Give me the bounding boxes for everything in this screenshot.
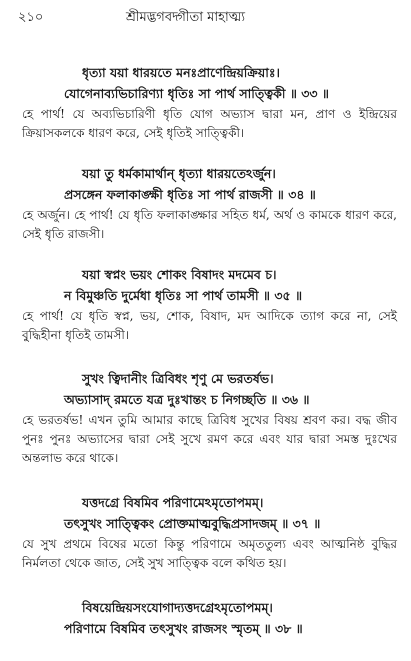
verse-33 [0,62,411,143]
verse-35 [0,264,411,345]
sloka-line-1: যয়া তু ধর্মকামার্থান্ ধৃত্যা ধারয়তেঽর্জুন। [82,166,276,181]
verse-37 [0,492,411,573]
translation: হে অর্জুন। হে পার্থ! যে ধৃতি ফলাকাঙ্ক্ষার সহিত ধর্ম, অর্থ ও কামকে ধারণ করে, সেই ধৃতি রাজসী। [22,208,397,241]
running-title: শ্রীমদ্ভগবদ্গীতা মাহাত্ম্য [126,10,246,25]
sloka-line-1: যত্তদগ্রে বিষমিব পরিণামেঽমৃতোপমম্। [82,495,264,510]
sloka [0,597,411,639]
sloka [0,62,411,104]
translation: হে ভরতর্ষভ! এখন তুমি আমার কাছে ত্রিবিধ সুখের বিষয় শ্রবণ কর। বদ্ধ জীব পুনঃ পুনঃ অভ্যাসের দ্বারা সেই সুখে রমণ করে এবং যার দ্বারা সমস্ত দুঃখের অন্তলাভ করে থাকে। [22,413,397,465]
sloka-line-2: প্রসঙ্গেন ফলাকাঙ্ক্ষী ধৃতিঃ সা পার্থ রাজসী ॥ ৩৪ ॥ [64,187,316,202]
page-header [18,8,393,28]
translation: হে পার্থ! যে ধৃতি স্বপ্ন, ভয়, শোক, বিষাদ, মদ আদিকে ত্যাগ করে না, সেই বুদ্ধিহীনা ধৃতিই তামসী। [22,309,397,342]
sloka-line-2: অভ্যাসাদ্ রমতে যত্র দুঃখান্তং চ নিগচ্ছতি ॥ ৩৬ ॥ [64,392,310,407]
sloka [0,368,411,410]
sloka-line-1: সুখং ত্বিদানীং ত্রিবিধং শৃণু মে ভরতর্ষভ। [82,371,274,386]
sloka-line-2: পরিণামে বিষমিব তৎসুখং রাজসং স্মৃতম্ ॥ ৩৮ ॥ [64,621,303,636]
verse-38 [0,597,411,639]
sloka [0,264,411,306]
verse-36 [0,368,411,468]
sloka-line-1: ধৃত্যা যয়া ধারয়তে মনঃপ্রাণেন্দ্রিয়ক্রিয়াঃ। [82,65,280,80]
translation: যে সুখ প্রথমে বিষের মতো কিন্তু পরিণামে অমৃততুল্য এবং আত্মনিষ্ঠ বুদ্ধির নির্মলতা থেকে জাত, সেই সুখ সাত্ত্বিক বলে কথিত হয়। [22,537,397,570]
sloka [0,492,411,534]
sloka-line-1: বিষয়েন্দ্রিয়সংযোগাদ্যত্তদগ্রেঽমৃতোপমম্। [82,600,273,615]
sloka-line-2: ন বিমুঞ্চতি দুর্মেধা ধৃতিঃ সা পার্থ তামসী ॥ ৩৫ ॥ [64,288,303,303]
sloka-line-1: যয়া স্বপ্নং ভয়ং শোকং বিষাদং মদমেব চ। [82,267,277,282]
page-number: ২১০ [18,10,44,25]
sloka [0,163,411,205]
sloka-line-2: যোগেনাব্যভিচারিণ্যা ধৃতিঃ সা পার্থ সাত্ত্বিকী ॥ ৩৩ ॥ [64,86,329,101]
verse-34 [0,163,411,244]
translation: হে পার্থ! যে অব্যভিচারিণী ধৃতি যোগ অভ্যাস দ্বারা মন, প্রাণ ও ইন্দ্রিয়ের ক্রিয়াসকলকে ধারণ করে, সেই ধৃতিই সাত্ত্বিকী। [22,107,397,140]
sloka-line-2: তৎসুখং সাত্ত্বিকং প্রোক্তমাত্মবুদ্ধিপ্রসাদজম্ ॥ ৩৭ ॥ [64,516,321,531]
